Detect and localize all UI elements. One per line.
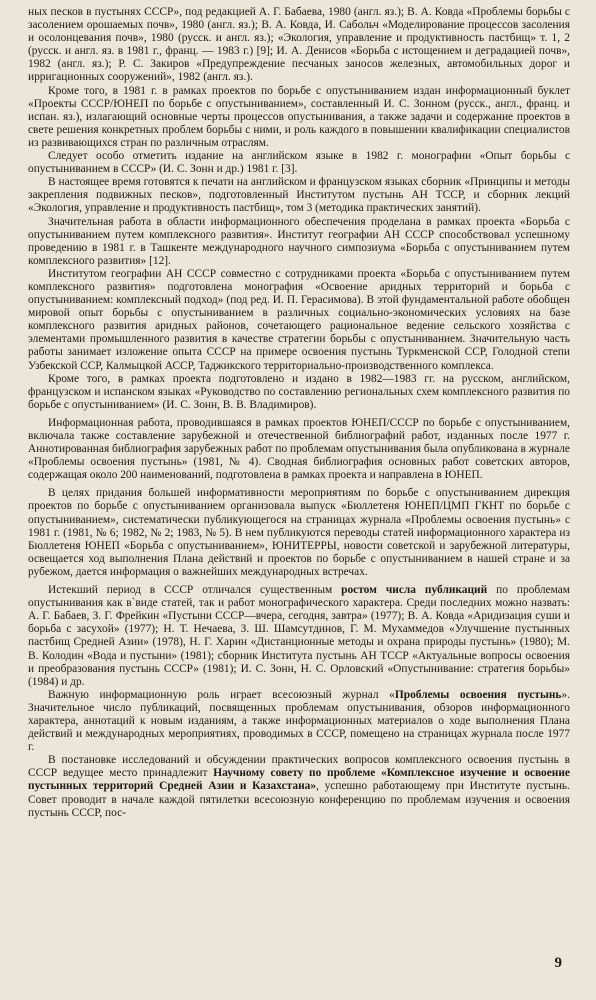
paragraph-7: Кроме того, в рамках проекта подготовлено и издано в 1982—1983 гг. на русском, английском, французском и испанском языках «Руководство по составлению региональных схем комплексного развития по борьбе с опустыниванием» (И. С. Зонн, В. В. Владимиров).: [28, 372, 570, 411]
page-number: 9: [554, 955, 562, 971]
paragraph-11-lead: Важную информационную роль играет всесоюзный журнал «: [48, 688, 395, 701]
paragraph-11-rest: ». Значительное число публикаций, посвященных проблемам опустынивания, обзоров информационного характера, аннотаций к новым изданиям, а также информационных материалов о ходе выполнения Плана действий и международных мероприятиях, проводимых в СССР, помещено на страницах журнала после 1977 г.: [28, 688, 571, 754]
paragraph-2: Кроме того, в 1981 г. в рамках проектов по борьбе с опустыниванием издан информационный буклет «Проекты СССР/ЮНЕП по борьбе с опустыниванием», составленный И. С. Зонном (русск., англ., франц. и испан. яз.), излагающий основные черты процессов опустынивания, а также задачи и содержание проектов в свете решения конкретных проблем борьбы с ними, и роль каждого в повышении квалификации специалистов из развивающихся стран по различным отраслям.: [28, 84, 570, 149]
paragraph-9: В целях придания большей информативности мероприятиям по борьбе с опустыниванием дирекция проектов по борьбе с опустыниванием организовала выпуск «Бюллетеня ЮНЕП/ЦМП ГКНТ по борьбе с опустыниванием», систематически публикующегося на страницах журнала «Проблемы освоения пустынь» с 1981 г. (1981, № 6; 1982, № 2; 1983, № 5). В нем публикуются переводы статей информационного характера из Бюллетеня ЮНЕП «Борьба с опустыниванием», ЮНИТЕРРЫ, новости советской и зарубежной литературы, освещается ход выполнения Плана действий и проектов по борьбе с опустыниванием в нашей стране и за рубежом, дается информация о важнейших международных встречах.: [28, 487, 570, 578]
paragraph-5: Значительная работа в области информационного обеспечения проделана в рамках проекта «Борьба с опустыниванием путем комплексного развития». Институт географии АН СССР способствовал успешному проведению в 1981 г. в Ташкенте международного научного симпозиума «Борьба с опустыниванием путем комплексного развития» [12].: [28, 215, 570, 267]
page-body: [28, 6, 570, 820]
paragraph-4: В настоящее время готовятся к печати на английском и французском языках сборник «Принципы и методы закрепления подвижных песков», подготовленный Институтом пустынь АН ТССР, и сборник лекций «Экология, управление и продуктивность пастбищ», том 3 (методика практических занятий).: [28, 176, 570, 215]
paragraph-1: ных песков в пустынях СССР», под редакцией А. Г. Бабаева, 1980 (англ. яз.); В. А. Ковда «Проблемы борьбы с засолением орошаемых почв», 1980 (англ. яз.); В. А. Ковда, И. Сабольч «Моделирование процессов засоления и осолонцевания почв», 1980 (русск. и англ. яз.); «Экология, управление и продуктивность пастбищ» т. 1, 2 (русск. и англ. яз. в 1981 г., франц. — 1983 г.) [9]; И. А. Денисов «Борьба с истощением и деградацией почв», 1982 (англ. яз.); Р. С. Закиров «Предупреждение песчаных заносов железных, автомобильных дорог и ирригационных сооружений», 1982 (англ. яз.).: [28, 6, 570, 84]
paragraph-6: Институтом географии АН СССР совместно с сотрудниками проекта «Борьба с опустыниванием путем комплексного развития» подготовлена монография «Освоение аридных территорий и борьба с опустыниванием: комплексный подход» (под ред. И. П. Герасимова). В этой фундаментальной работе обобщен мировой опыт борьбы с опустыниванием в различных социально-экономических условиях на базе комплексного развития аридных районов, сочетающего рациональное ведение сельского хозяйства с элементами промышленного развития в качестве стратегии борьбы с опустыниванием. Значительную часть работы занимает изложение опыта СССР на примере освоения пустынь Туркменской ССР, Голодной степи Узбекской ССР, Калмыцкой АССР, Таджикского территориально-производственного комплекса.: [28, 267, 570, 372]
paragraph-3: Следует особо отметить издание на английском языке в 1982 г. монографии «Опыт борьбы с опустыниванием в СССР» (И. С. Зонн и др.) 1981 г. [3].: [28, 150, 570, 176]
paragraph-11-emphasis: Проблемы освоения пустынь: [394, 688, 562, 701]
paragraph-8: Информационная работа, проводившаяся в рамках проектов ЮНЕП/СССР по борьбе с опустыниванием, включала также составление зарубежной и отечественной библиографий работ, изданных после 1977 г. Аннотированная библиография зарубежных работ по проблемам опустынивания была опубликована в журнале «Проблемы освоения пустынь» (1981, № 4). Сводная библиография основных работ советских авторов, содержащая около 200 наименований, подготовлена в рамках проекта и направлена в ЮНЕП.: [28, 416, 570, 482]
paragraph-12-lead: В постановке исследований и обсуждении практических вопросов комплексного освоения пустынь в СССР ведущее место принадлежит: [28, 754, 570, 780]
paragraph-10-lead: Истекший период в СССР отличался существенным: [48, 584, 342, 597]
paragraph-12: [28, 754, 570, 819]
paragraph-12-rest: , успешно работающему при Институте пустынь. Совет проводит в начале каждой пятилетки всесоюзную конференцию по проблемам изучения и освоения пустынь СССР, пос-: [28, 780, 570, 819]
paragraph-10: [28, 584, 570, 689]
paragraph-12-emphasis: Научному совету по проблеме «Комплексное изучение и освоение пустынных территорий Средней Азии и Казахстана»: [28, 767, 570, 793]
paragraph-10-rest: по проблемам опустынивания как в`виде статей, так и работ монографического характера. Среди последних можно назвать: А. Г. Бабаев, З. Г. Фрейкин «Пустыни СССР—вчера, сегодня, завтра» (1977); В. А. Ковда «Аридизация суши и борьба с засухой» (1977); Н. Т. Нечаева, З. Ш. Шамсутдинов, Г. М. Мухаммедов «Улучшение пустынных пастбищ Средней Азии» (1978), Н. Г. Харин «Дистанционные методы и охрана природы пустынь» (1980); М. В. Колодин «Вода и пустыни» (1981); сборник Института пустынь АН ТССР «Актуальные вопросы освоения и преобразования пустынь СССР» (1981); И. С. Зонн, Н. С. Орловский «Опустынивание: стратегия борьбы» (1984) и др.: [28, 584, 570, 688]
paragraph-11: [28, 689, 570, 754]
paragraph-10-emphasis: ростом числа публикаций: [341, 584, 488, 597]
